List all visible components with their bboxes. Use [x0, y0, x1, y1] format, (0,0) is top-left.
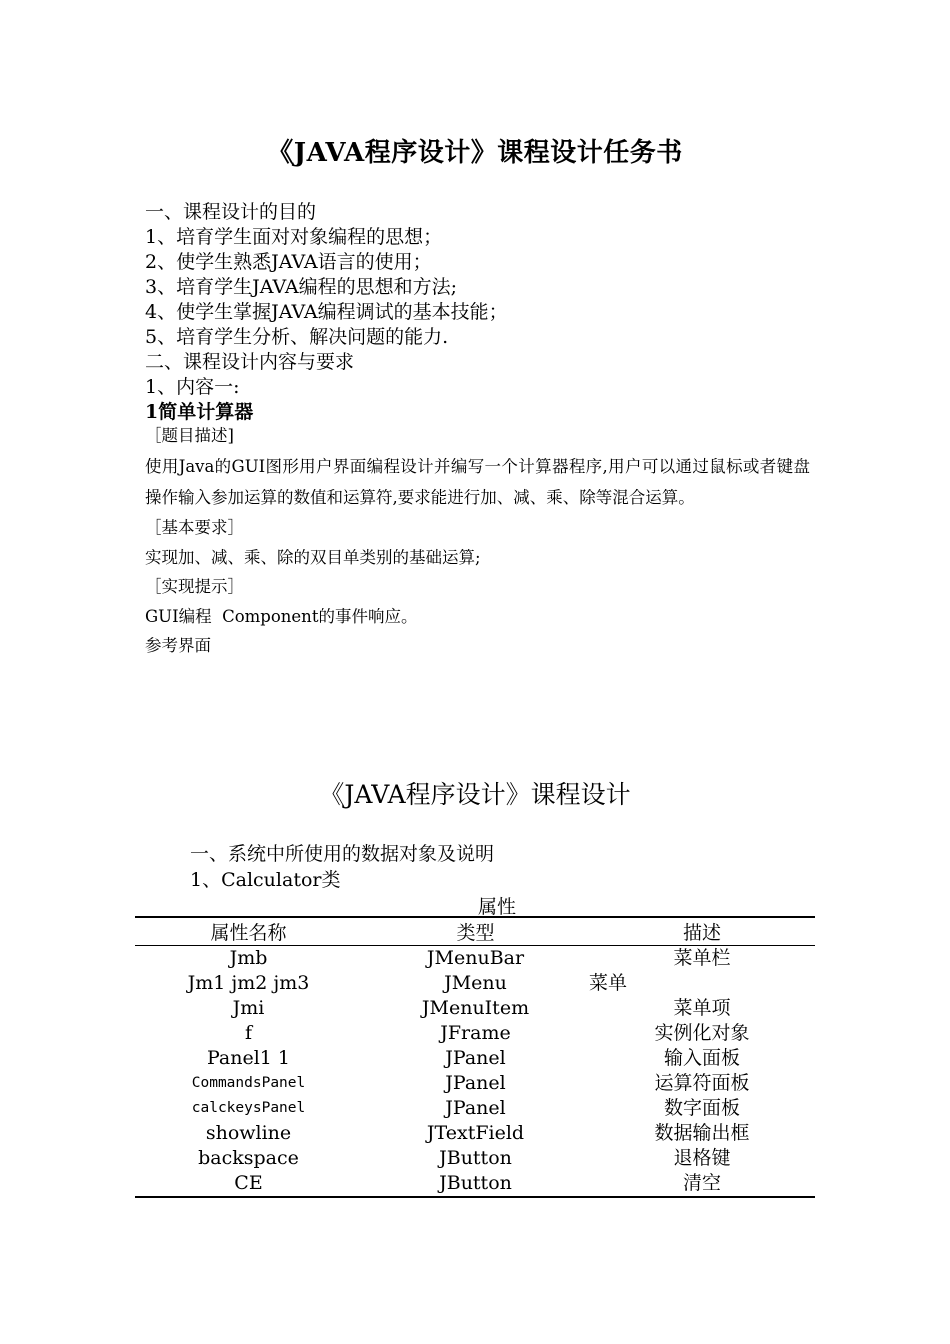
purpose-item: 2、使学生熟悉JAVA语言的使用； — [145, 251, 432, 273]
cell-type: JPanel — [445, 1047, 506, 1069]
column-header: 描述 — [589, 917, 815, 946]
purpose-item: 5、培育学生分析、解决问题的能力. — [145, 326, 449, 348]
cell-desc: 退格键 — [673, 1147, 731, 1169]
section-data-objects — [190, 841, 494, 893]
cell-type: JButton — [439, 1172, 512, 1194]
hint-label: ［实现提示］ — [145, 577, 244, 596]
table-row — [135, 996, 815, 1021]
cell-desc: 运算符面板 — [654, 1072, 750, 1094]
table-row — [135, 1071, 815, 1096]
column-header: 属性名称 — [135, 917, 362, 946]
cell-name: Jmb — [229, 947, 268, 969]
cell-desc: 菜单项 — [673, 997, 731, 1019]
desc-text: 使用Java的GUI图形用户界面编程设计并编写一个计算器程序,用户可以通过鼠标或者键盘操作输入参加运算的数值和运算符,要求能进行加、减、乘、除等混合运算。 — [145, 457, 810, 507]
project-title: 1简单计算器 — [145, 401, 254, 423]
table-row — [135, 1046, 815, 1071]
cell-desc: 实例化对象 — [654, 1022, 750, 1044]
cell-name: CommandsPanel — [191, 1075, 306, 1091]
cell-type: JFrame — [440, 1022, 511, 1044]
cell-type: JMenuItem — [421, 997, 530, 1019]
table-row — [135, 1096, 815, 1121]
cell-name: CE — [234, 1172, 263, 1194]
cell-name: backspace — [198, 1147, 299, 1169]
desc-label: ［题目描述] — [145, 426, 234, 445]
cell-name: Jmi — [232, 997, 265, 1019]
hint-text: GUI编程 Component的事件响应。 — [145, 606, 418, 626]
cell-name: Jm1 jm2 jm3 — [187, 972, 310, 994]
document-title: 《JAVA程序设计》课程设计任务书 — [267, 138, 683, 168]
cell-desc: 输入面板 — [663, 1047, 740, 1069]
purpose-heading: 一、课程设计的目的 — [145, 201, 317, 223]
table-caption: 属性 — [477, 896, 516, 918]
cell-name: Panel1 1 — [206, 1047, 291, 1069]
data-objects-heading: 一、系统中所使用的数据对象及说明 — [190, 843, 495, 865]
cell-desc: 菜单栏 — [673, 947, 731, 969]
class-label: 1、Calculator类 — [190, 869, 341, 891]
table-row — [135, 946, 815, 972]
table-row — [135, 1171, 815, 1197]
cell-desc: 数据输出框 — [654, 1122, 750, 1144]
table-row — [135, 1021, 815, 1046]
section-task — [145, 200, 825, 661]
purpose-item: 4、使学生掌握JAVA编程调试的基本技能； — [145, 301, 508, 323]
document-subtitle: 《JAVA程序设计》课程设计 — [319, 780, 631, 809]
table-row — [135, 1146, 815, 1171]
cell-name: f — [244, 1022, 253, 1044]
table-row — [135, 971, 815, 996]
cell-type: JButton — [439, 1147, 512, 1169]
req-text: 实现加、减、乘、除的双目单类别的基础运算; — [145, 547, 481, 567]
cell-name: showline — [205, 1122, 292, 1144]
cell-type: JPanel — [445, 1072, 506, 1094]
table-header-row — [135, 917, 815, 946]
content-heading: 二、课程设计内容与要求 — [145, 351, 355, 373]
cell-type: JMenuBar — [426, 947, 525, 969]
column-header: 类型 — [362, 917, 589, 946]
ref-label: 参考界面 — [145, 636, 211, 655]
attribute-table — [135, 916, 815, 1198]
cell-desc: 数字面板 — [663, 1097, 740, 1119]
cell-type: JTextField — [426, 1122, 525, 1144]
purpose-item: 1、培育学生面对对象编程的思想； — [145, 226, 443, 248]
purpose-item: 3、培育学生JAVA编程的思想和方法; — [145, 276, 458, 298]
cell-type: JPanel — [445, 1097, 506, 1119]
table-row — [135, 1121, 815, 1146]
content-one-label: 1、内容一: — [145, 376, 240, 398]
cell-name: calckeysPanel — [191, 1100, 306, 1116]
cell-desc: 菜单 — [589, 972, 628, 994]
cell-type: JMenu — [444, 972, 507, 994]
cell-desc: 清空 — [682, 1172, 721, 1194]
req-label: ［基本要求］ — [145, 518, 244, 537]
